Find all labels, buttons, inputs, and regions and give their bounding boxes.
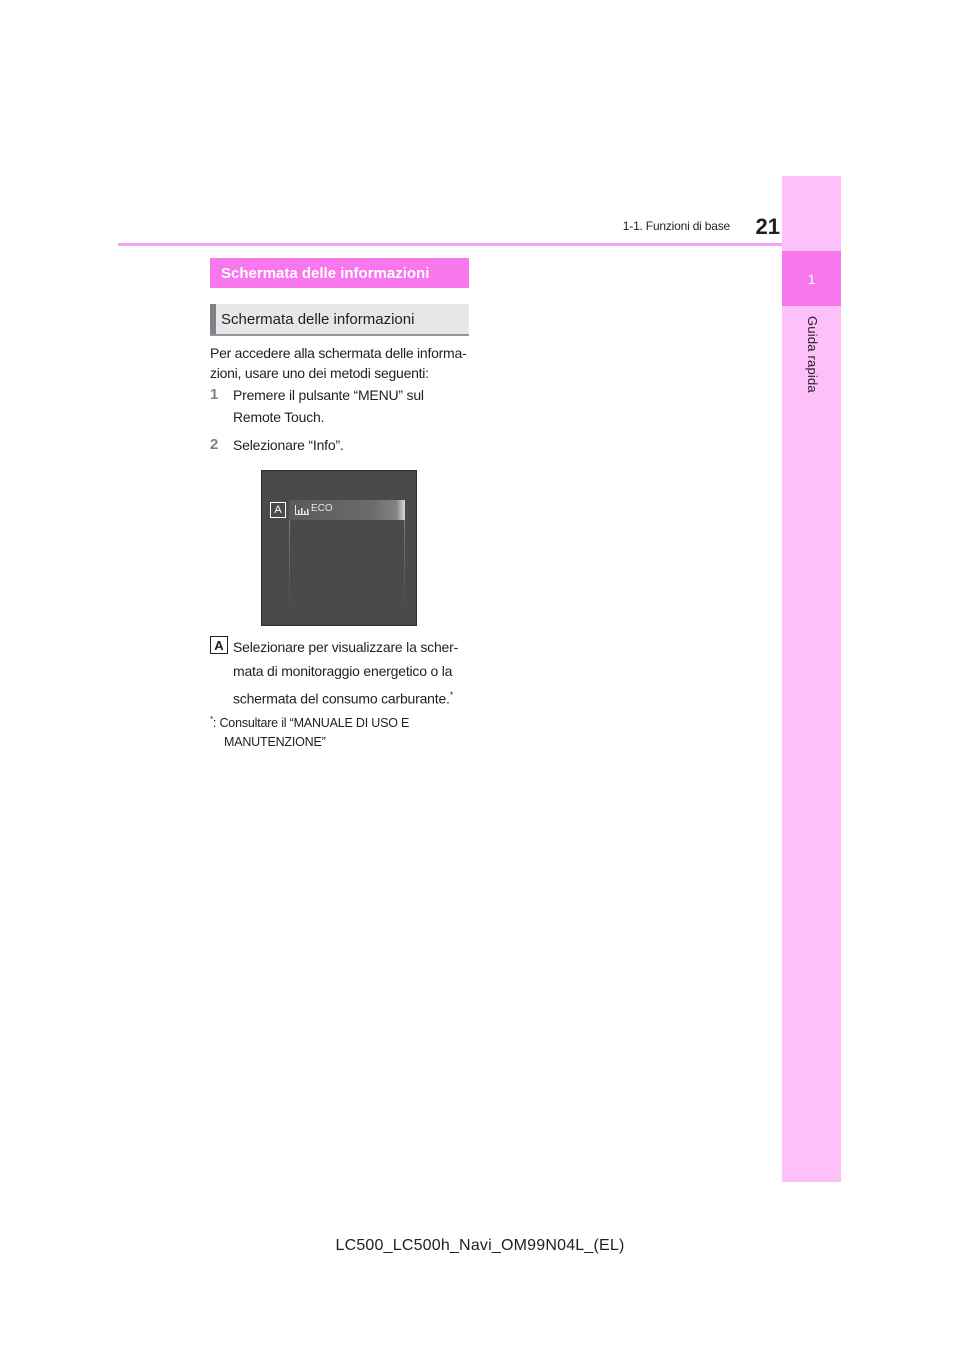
callout-label: A (270, 502, 286, 518)
legend-text: Selezionare per visualizzare la scher-mata di monitoraggio energetico o la schermata del consumo carburante. (233, 639, 459, 707)
info-screen-illustration (261, 470, 417, 626)
page-number: 21 (755, 214, 780, 239)
subheading (210, 304, 469, 336)
legend-description (233, 635, 473, 711)
legend-key: A (210, 636, 228, 654)
footnote-marker: * (449, 690, 454, 700)
eco-menu-label: ECO (311, 503, 333, 514)
subheading-title: Schermata delle informazioni (221, 310, 415, 328)
step-number: 1 (210, 386, 219, 403)
step-1 (210, 384, 470, 428)
header-divider (118, 243, 782, 246)
section-banner (210, 258, 469, 288)
chapter-label: Guida rapida (805, 316, 820, 393)
step-text: Premere il pulsante “MENU” sul Remote Touch. (233, 387, 424, 425)
section-reference: 1-1. Funzioni di base (622, 219, 730, 233)
subheading-accent-bar (210, 304, 216, 334)
section-banner-title: Schermata delle informazioni (221, 264, 430, 282)
step-number: 2 (210, 436, 219, 453)
chapter-number: 1 (807, 270, 816, 287)
step-text: Selezionare “Info”. (233, 437, 344, 453)
document-code: LC500_LC500h_Navi_OM99N04L_(EL) (335, 1237, 625, 1254)
menu-item-highlight (397, 500, 405, 520)
footnote-separator: : (212, 716, 217, 731)
footnote-symbol: * (210, 715, 213, 724)
step-2 (210, 434, 470, 456)
screen-divider-left (289, 520, 290, 610)
bar-chart-icon (295, 505, 309, 515)
footnote-text-line-1: Consultare il “MANUALE DI USO E (219, 716, 410, 731)
chapter-number-tab (782, 251, 841, 306)
intro-paragraph: Per accedere alla schermata delle informa-zioni, usare uno dei metodi seguenti: (210, 345, 467, 381)
footnote (210, 710, 472, 752)
eco-menu-item[interactable] (289, 500, 405, 520)
footnote-text-line-2: MANUTENZIONE” (224, 735, 326, 750)
screen-divider-right (404, 520, 405, 610)
